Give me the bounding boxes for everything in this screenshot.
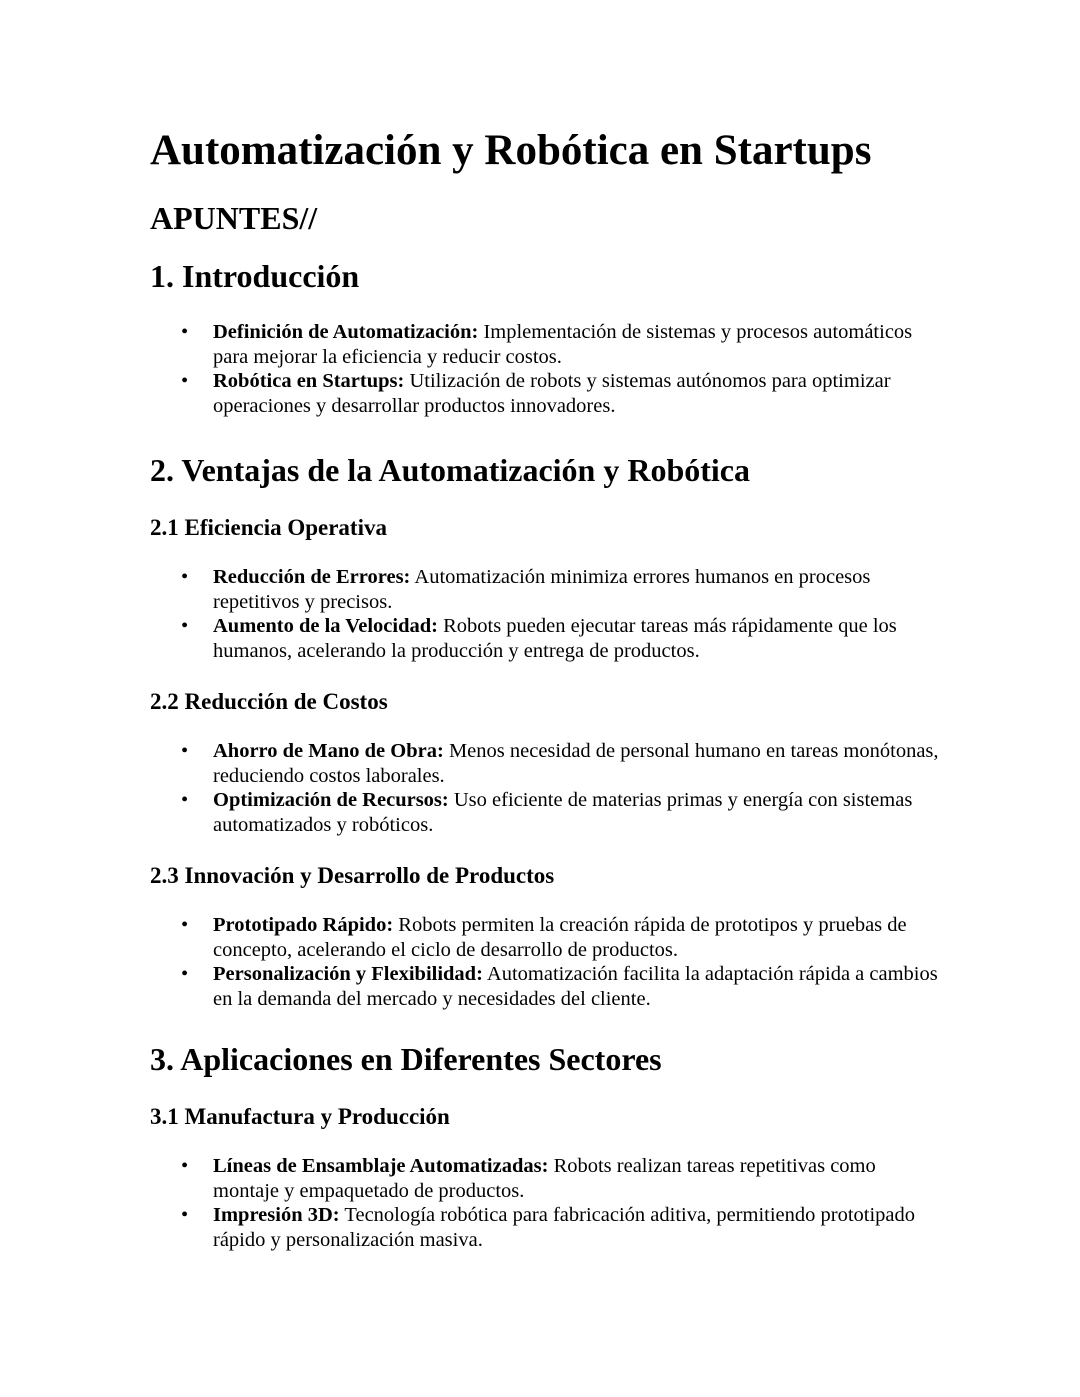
- item-term: Optimización de Recursos:: [213, 789, 449, 811]
- bullet-icon: •: [181, 914, 189, 936]
- bullet-icon: •: [181, 1155, 189, 1177]
- subsection-heading-costos: 2.2 Reducción de Costos: [150, 689, 388, 714]
- item-term: Reducción de Errores:: [213, 566, 411, 588]
- item-text: Automatización facilita la adaptación rápida a cambios en la demanda del mercado y necesidades del cliente.: [213, 963, 938, 1010]
- list-item: [150, 913, 940, 962]
- item-text: Robots pueden ejecutar tareas más rápidamente que los humanos, acelerando la producción y entrega de productos.: [213, 615, 897, 662]
- item-text: Robots permiten la creación rápida de prototipos y pruebas de concepto, acelerando el ciclo de desarrollo de productos.: [213, 914, 907, 961]
- list-item: [150, 1203, 940, 1252]
- item-term: Robótica en Startups:: [213, 370, 405, 392]
- list-item: [150, 1154, 940, 1203]
- document-title: Automatización y Robótica en Startups: [150, 127, 872, 174]
- item-term: Definición de Automatización:: [213, 321, 479, 343]
- bullet-icon: •: [181, 740, 189, 762]
- item-term: Aumento de la Velocidad:: [213, 615, 438, 637]
- item-text: Menos necesidad de personal humano en tareas monótonas, reduciendo costos laborales.: [213, 740, 939, 787]
- bullet-icon: •: [181, 321, 189, 343]
- item-text: Utilización de robots y sistemas autónomos para optimizar operaciones y desarrollar productos innovadores.: [213, 370, 891, 417]
- subsection-heading-manufactura: 3.1 Manufactura y Producción: [150, 1104, 450, 1129]
- bullet-icon: •: [181, 615, 189, 637]
- subsection-heading-innovacion: 2.3 Innovación y Desarrollo de Productos: [150, 863, 555, 888]
- bullet-icon: •: [181, 370, 189, 392]
- item-term: Prototipado Rápido:: [213, 914, 394, 936]
- bullet-list: [150, 565, 940, 663]
- document-page: [150, 122, 940, 1252]
- bullet-icon: •: [181, 566, 189, 588]
- section-heading-introduccion: 1. Introducción: [150, 258, 360, 294]
- item-term: Personalización y Flexibilidad:: [213, 963, 483, 985]
- list-item: [150, 788, 940, 837]
- item-term: Impresión 3D:: [213, 1204, 340, 1226]
- item-text: Robots realizan tareas repetitivas como montaje y empaquetado de productos.: [213, 1155, 876, 1202]
- list-item: [150, 320, 940, 369]
- list-item: [150, 565, 940, 614]
- bullet-list: [150, 320, 940, 418]
- list-item: [150, 614, 940, 663]
- item-term: Líneas de Ensamblaje Automatizadas:: [213, 1155, 549, 1177]
- list-item: [150, 962, 940, 1011]
- bullet-icon: •: [181, 789, 189, 811]
- item-text: Implementación de sistemas y procesos automáticos para mejorar la eficiencia y reducir costos.: [213, 321, 913, 368]
- bullet-list: [150, 1154, 940, 1252]
- item-text: Uso eficiente de materias primas y energía con sistemas automatizados y robóticos.: [213, 789, 913, 836]
- document-subtitle: APUNTES//: [150, 200, 318, 236]
- section-heading-aplicaciones: 3. Aplicaciones en Diferentes Sectores: [150, 1041, 662, 1077]
- item-term: Ahorro de Mano de Obra:: [213, 740, 444, 762]
- subsection-heading-eficiencia: 2.1 Eficiencia Operativa: [150, 515, 387, 540]
- item-text: Tecnología robótica para fabricación aditiva, permitiendo prototipado rápido y personalización masiva.: [213, 1204, 916, 1251]
- list-item: [150, 369, 940, 418]
- list-item: [150, 739, 940, 788]
- bullet-icon: •: [181, 963, 189, 985]
- bullet-icon: •: [181, 1204, 189, 1226]
- section-heading-ventajas: 2. Ventajas de la Automatización y Robótica: [150, 452, 750, 488]
- bullet-list: [150, 913, 940, 1011]
- item-text: Automatización minimiza errores humanos en procesos repetitivos y precisos.: [213, 566, 871, 613]
- bullet-list: [150, 739, 940, 837]
